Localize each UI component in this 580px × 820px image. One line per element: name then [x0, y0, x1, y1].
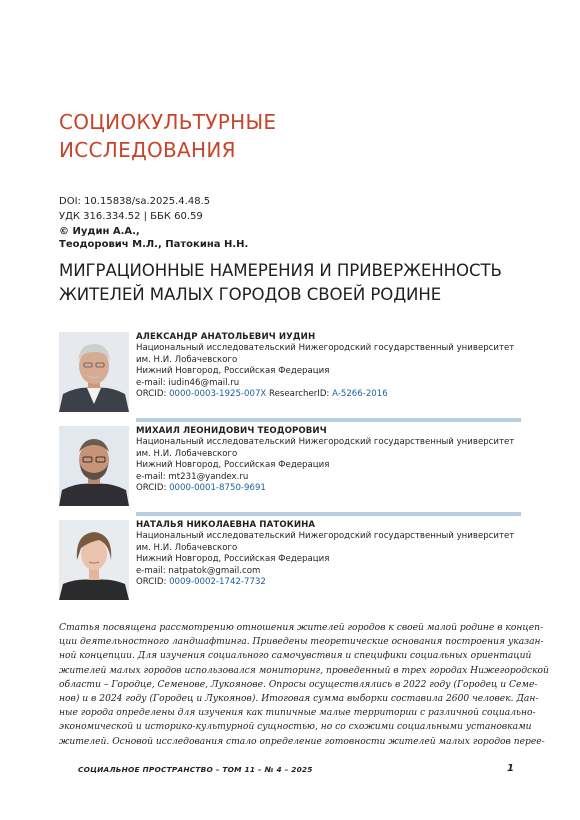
article-title-line-2: ЖИТЕЛЕЙ МАЛЫХ ГОРОДОВ СВОЕЙ РОДИНЕ	[59, 285, 442, 304]
page-number: 1	[507, 763, 514, 774]
author-card	[59, 426, 521, 506]
orcid-label: ORCID:	[136, 577, 170, 588]
author-ids	[136, 389, 526, 400]
author-divider	[136, 512, 521, 516]
doi: DOI: 10.15838/sa.2025.4.48.5	[59, 196, 211, 207]
abstract-line: ные города определены для изучения как типичные малые территории с различной социально-	[59, 708, 536, 719]
abstract-line: ной концепции. Для изучения социального самочувствия и специфики социальных ориентаций	[59, 651, 532, 662]
author-affiliation-cont: им. Н.И. Лобачевского	[136, 542, 238, 553]
author-ids	[136, 483, 526, 494]
footer-journal: СОЦИАЛЬНОЕ ПРОСТРАНСТВО – ТОМ 11 – № 4 – 2025	[78, 765, 313, 774]
author-location: Нижний Новгород, Российская Федерация	[136, 460, 330, 471]
abstract-line: Статья посвящена рассмотрению отношения жителей городов к своей малой родине в концеп-	[59, 623, 544, 633]
abstract-line: нов) и в 2024 году (Городец и Лукоянов). Итоговая сумма выборки составила 2600 человек. Дан-	[59, 694, 539, 705]
copyright-authors-line-1: © Иудин А.А.,	[59, 226, 140, 237]
section-title	[59, 108, 459, 164]
author-name: НАТАЛЬЯ НИКОЛАЕВНА ПАТОКИНА	[136, 520, 316, 530]
author-email: e-mail: iudin46@mail.ru	[136, 377, 240, 388]
author-location: Нижний Новгород, Российская Федерация	[136, 366, 330, 377]
author-affiliation: Национальный исследовательский Нижегородский государственный университет	[136, 437, 515, 448]
author-affiliation: Национальный исследовательский Нижегородский государственный университет	[136, 343, 515, 354]
orcid-label: ORCID:	[136, 483, 170, 494]
abstract-line: жителей малых городов использовался мониторинг, проведенный в трех городах Нижегородской	[59, 665, 549, 676]
abstract-line: жителей. Основой исследования стало определение готовности жителей малых городов переe-	[59, 736, 545, 747]
author-ids	[136, 577, 526, 588]
author-location: Нижний Новгород, Российская Федерация	[136, 554, 330, 565]
udk: УДК 316.334.52 | ББК 60.59	[59, 211, 203, 222]
author-affiliation-cont: им. Н.И. Лобачевского	[136, 448, 238, 459]
author-affiliation: Национальный исследовательский Нижегородский государственный университет	[136, 531, 515, 542]
researcher-id-label: ResearcherID:	[266, 389, 333, 400]
author-name: МИХАИЛ ЛЕОНИДОВИЧ ТЕОДОРОВИЧ	[136, 426, 327, 436]
author-card	[59, 332, 521, 412]
author-photo	[59, 426, 129, 506]
author-name: АЛЕКСАНДР АНАТОЛЬЕВИЧ ИУДИН	[136, 332, 316, 342]
orcid-link[interactable]: 0000-0003-1925-007X	[169, 389, 267, 400]
author-info	[136, 520, 526, 588]
section-title-line-2: ИССЛЕДОВАНИЯ	[59, 138, 236, 162]
author-info	[136, 426, 526, 494]
orcid-link[interactable]: 0000-0001-8750-9691	[169, 483, 266, 494]
author-info	[136, 332, 526, 400]
abstract-line: области – Городце, Семенове, Лукоянове. Опросы осуществлялись в 2022 году (Городец и Семе-	[59, 679, 538, 690]
orcid-link[interactable]: 0009-0002-1742-7732	[169, 577, 266, 588]
author-card	[59, 520, 521, 600]
article-title	[59, 259, 539, 307]
abstract-line: ции деятельностного ландшафтинга. Приведены теоретические основания построения указан-	[59, 637, 544, 648]
copyright-authors-line-2: Теодорович М.Л., Патокина Н.Н.	[59, 239, 249, 250]
author-photo	[59, 332, 129, 412]
author-affiliation-cont: им. Н.И. Лобачевского	[136, 354, 238, 365]
article-title-line-1: МИГРАЦИОННЫЕ НАМЕРЕНИЯ И ПРИВЕРЖЕННОСТЬ	[59, 261, 502, 280]
author-divider	[136, 418, 521, 422]
abstract-line: экономической и историко-культурной сущностью, но со схожими социальными установками	[59, 722, 532, 733]
author-email: e-mail: natpatok@gmail.com	[136, 565, 261, 576]
orcid-label: ORCID:	[136, 389, 170, 400]
author-photo	[59, 520, 129, 600]
researcher-id-link[interactable]: A-5266-2016	[332, 389, 388, 400]
author-email: e-mail: mt231@yandex.ru	[136, 471, 249, 482]
section-title-line-1: СОЦИОКУЛЬТУРНЫЕ	[59, 110, 277, 134]
abstract	[59, 621, 549, 749]
